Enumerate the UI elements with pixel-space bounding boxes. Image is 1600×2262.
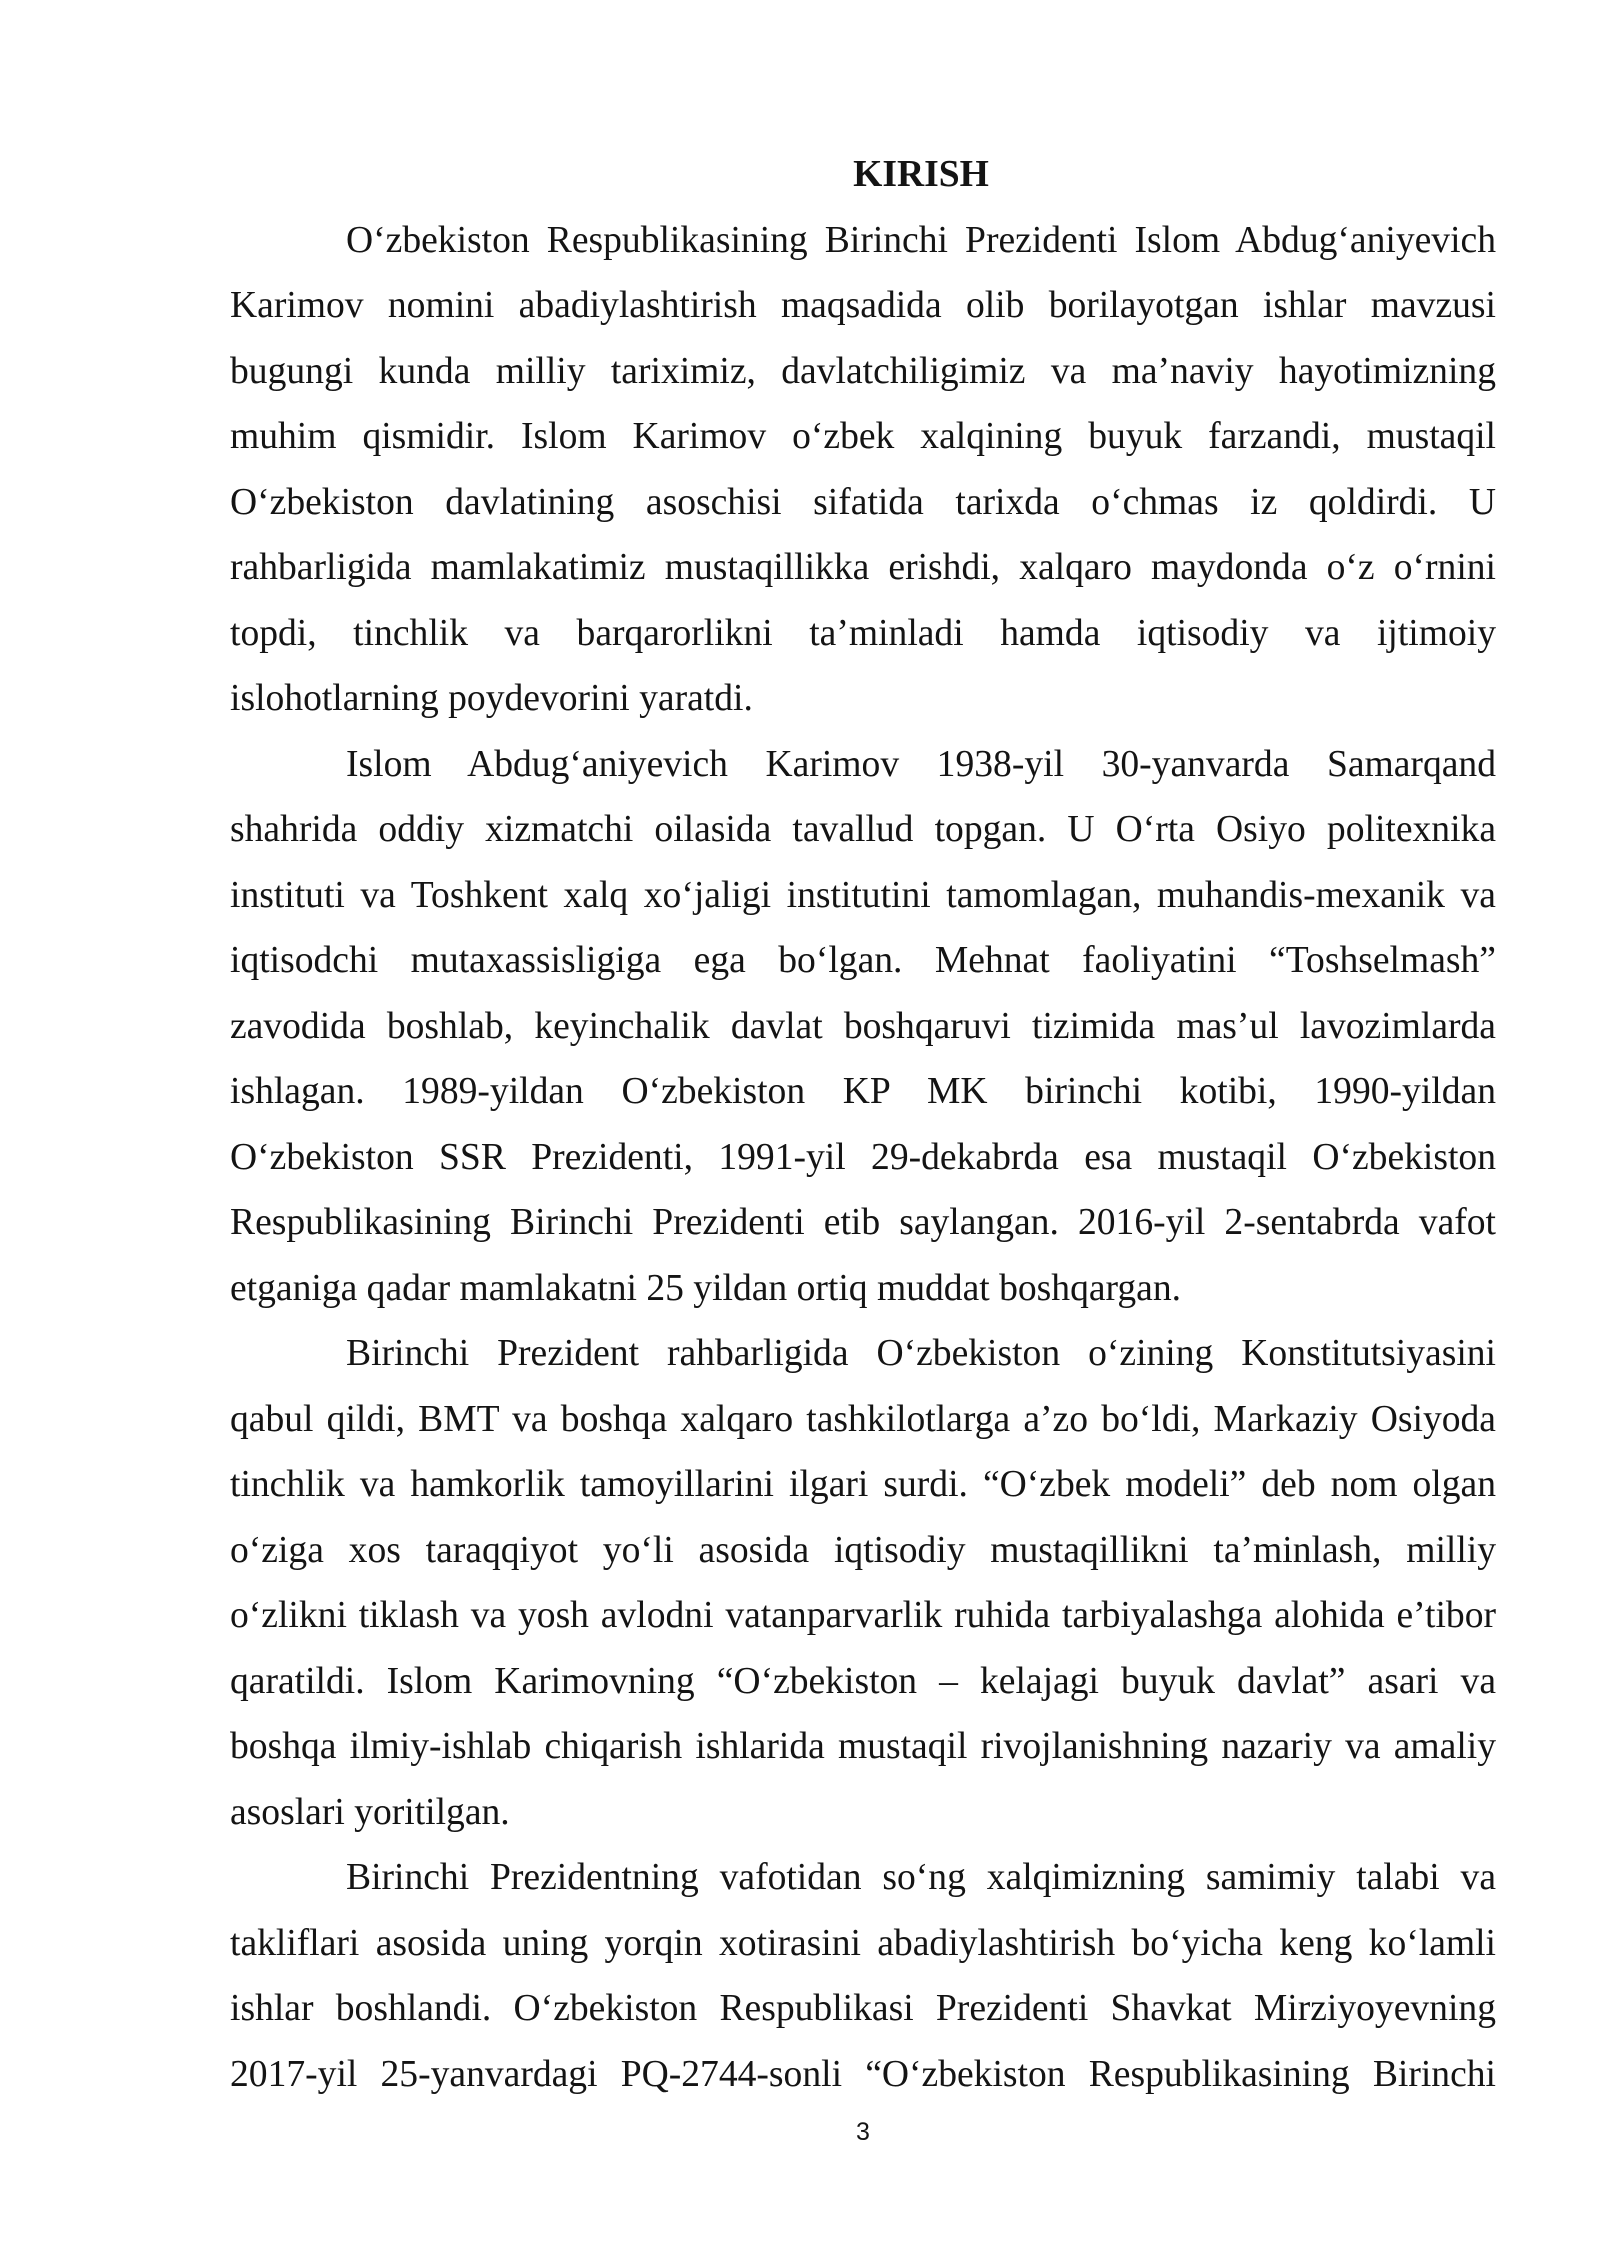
text-line: ishlar boshlandi. O‘zbekiston Respublikasi Prezidenti Shavkat Mirziyoyevning <box>230 1988 1496 2029</box>
text-line: boshqa ilmiy-ishlab chiqarish ishlarida mustaqil rivojlanishning nazariy va amaliy <box>230 1726 1496 1767</box>
text-line: zavodida boshlab, keyinchalik davlat boshqaruvi tizimida mas’ul lavozimlarda <box>230 1005 1496 1047</box>
page-content <box>230 142 1496 2107</box>
text-line: iqtisodchi mutaxassisligiga ega bo‘lgan. Mehnat faoliyatini “Toshselmash” <box>230 940 1496 981</box>
text-line: Karimov nomini abadiylashtirish maqsadida olib borilayotgan ishlar mavzusi <box>230 285 1496 326</box>
text-line: o‘ziga xos taraqqiyot yo‘li asosida iqtisodiy mustaqillikni ta’minlash, milliy <box>230 1529 1496 1571</box>
text-line: islohotlarning poydevorini yaratdi. <box>230 678 753 719</box>
section-heading: KIRISH <box>853 154 989 195</box>
text-line: o‘zlikni tiklash va yosh avlodni vatanparvarlik ruhida tarbiyalashga alohida e’tibor <box>230 1595 1496 1636</box>
text-line: O‘zbekiston SSR Prezidenti, 1991-yil 29-dekabrda esa mustaqil O‘zbekiston <box>230 1136 1496 1178</box>
text-line: Respublikasining Birinchi Prezidenti etib saylangan. 2016-yil 2-sentabrda vafot <box>230 1202 1496 1243</box>
text-line: takliflari asosida uning yorqin xotirasini abadiylashtirish bo‘yicha keng ko‘lamli <box>230 1922 1496 1964</box>
paragraph <box>230 208 1496 732</box>
text-line: muhim qismidir. Islom Karimov o‘zbek xalqining buyuk farzandi, mustaqil <box>230 416 1496 457</box>
paragraph <box>230 732 1496 1322</box>
text-line: qabul qildi, BMT va boshqa xalqaro tashkilotlarga a’zo bo‘ldi, Markaziy Osiyoda <box>230 1398 1496 1440</box>
paragraph <box>230 1321 1496 1845</box>
text-line: 2017-yil 25-yanvardagi PQ-2744-sonli “O‘zbekiston Respublikasining Birinchi <box>230 2053 1496 2095</box>
text-line: rahbarligida mamlakatimiz mustaqillikka erishdi, xalqaro maydonda o‘z o‘rnini <box>230 547 1496 588</box>
text-line: tinchlik va hamkorlik tamoyillarini ilgari surdi. “O‘zbek modeli” deb nom olgan <box>230 1464 1496 1505</box>
text-line: O‘zbekiston Respublikasining Birinchi Prezidenti Islom Abdug‘aniyevich <box>346 219 1496 261</box>
text-line: shahrida oddiy xizmatchi oilasida tavallud topgan. U O‘rta Osiyo politexnika <box>230 809 1496 850</box>
text-line: qaratildi. Islom Karimovning “O‘zbekiston – kelajagi buyuk davlat” asari va <box>230 1660 1496 1702</box>
text-line: ishlagan. 1989-yildan O‘zbekiston KP MK birinchi kotibi, 1990-yildan <box>230 1071 1496 1112</box>
body-text <box>230 208 1496 2108</box>
text-line: O‘zbekiston davlatining asoschisi sifatida tarixda o‘chmas iz qoldirdi. U <box>230 481 1496 523</box>
text-line: Birinchi Prezident rahbarligida O‘zbekiston o‘zining Konstitutsiyasini <box>346 1333 1496 1374</box>
text-line: topdi, tinchlik va barqarorlikni ta’minladi hamda iqtisodiy va ijtimoiy <box>230 612 1496 654</box>
paragraph <box>230 1845 1496 2107</box>
text-line: instituti va Toshkent xalq xo‘jaligi institutini tamomlagan, muhandis-mexanik va <box>230 874 1496 916</box>
text-line: asoslari yoritilgan. <box>230 1791 510 1833</box>
text-line: Islom Abdug‘aniyevich Karimov 1938-yil 30-yanvarda Samarqand <box>346 743 1496 785</box>
text-line: Birinchi Prezidentning vafotidan so‘ng xalqimizning samimiy talabi va <box>346 1857 1496 1898</box>
text-line: bugungi kunda milliy tariximiz, davlatchiligimiz va ma’naviy hayotimizning <box>230 350 1496 392</box>
page-number: 3 <box>856 2118 870 2146</box>
text-line: etganiga qadar mamlakatni 25 yildan ortiq muddat boshqargan. <box>230 1267 1182 1309</box>
